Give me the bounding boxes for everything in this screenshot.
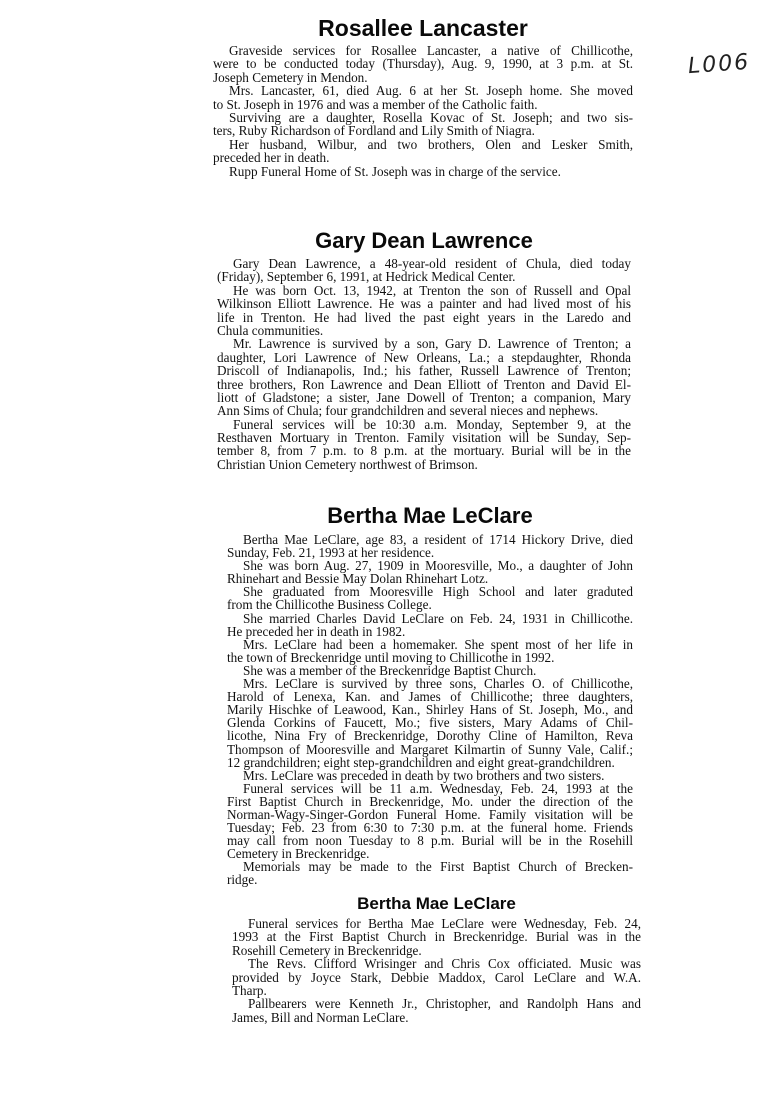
text-line: Cemetery in Breckenridge. bbox=[227, 846, 370, 862]
text-line: preceded her in death. bbox=[213, 150, 330, 166]
text-line: Driscoll of Indianapolis, Ind.; his father, Russell Lawrence of Trenton; bbox=[217, 363, 631, 379]
paragraph bbox=[227, 585, 633, 611]
text-line: She graduated from Mooresville High School and later graduted bbox=[243, 584, 633, 600]
paragraph bbox=[213, 84, 633, 111]
text-line: She married Charles David LeClare on Feb. 24, 1931 in Chillicothe. bbox=[243, 610, 633, 626]
text-line: The Revs. Clifford Wrisinger and Chris Cox officiated. Music was bbox=[248, 956, 641, 972]
obituary-body bbox=[213, 44, 633, 178]
text-line: Funeral services will be 10:30 a.m. Monday, September 9, at the bbox=[233, 416, 631, 432]
text-line: He was born Oct. 13, 1942, at Trenton the son of Russell and Opal bbox=[233, 282, 631, 298]
obituary-title: Bertha Mae LeClare bbox=[327, 503, 533, 528]
text-line: Tuesday; Feb. 23 from 6:30 to 7:30 p.m. at the funeral home. Friends bbox=[227, 820, 633, 836]
text-line: may call from noon Tuesday to 8 p.m. Burial will be in the Rosehill bbox=[227, 833, 633, 849]
paragraph bbox=[227, 559, 633, 585]
text-line: Mr. Lawrence is survived by a son, Gary D. Lawrence of Trenton; a bbox=[233, 336, 631, 352]
text-line: Surviving are a daughter, Rosella Kovac of St. Joseph; and two sis- bbox=[229, 109, 633, 125]
paragraph bbox=[227, 638, 633, 664]
obituary-body bbox=[217, 257, 631, 471]
text-line: Glenda Corkins of Faucett, Mo.; five sisters, Mary Adams of Chil- bbox=[227, 715, 633, 731]
paragraph bbox=[232, 917, 641, 957]
text-line: from the Chillicothe Business College. bbox=[227, 597, 432, 613]
obituary-body bbox=[232, 917, 641, 1024]
paragraph bbox=[232, 957, 641, 997]
text-line: 1993 at the First Baptist Church in Breckenridge. Burial was in the bbox=[232, 929, 641, 945]
text-line: Mrs. LeClare was preceded in death by two brothers and two sisters. bbox=[243, 767, 605, 783]
text-line: Marily Hischke of Leawood, Kan., Shirley Hans of St. Joseph, Mo., and bbox=[227, 702, 633, 718]
obituary-gary-dean-lawrence bbox=[217, 227, 631, 471]
paragraph bbox=[213, 138, 633, 165]
text-line: Funeral services will be 11 a.m. Wednesday, Feb. 24, 1993 at the bbox=[243, 780, 633, 796]
text-line: to St. Joseph in 1976 and was a member of the Catholic faith. bbox=[213, 96, 538, 112]
text-line: Her husband, Wilbur, and two brothers, Olen and Lesker Smith, bbox=[229, 136, 633, 152]
paragraph bbox=[213, 44, 633, 84]
paragraph bbox=[227, 533, 633, 559]
text-line: liott of Gladstone; a sister, Jane Dowell of Trenton; a companion, Mary bbox=[217, 389, 631, 405]
text-line: Rupp Funeral Home of St. Joseph was in charge of the service. bbox=[229, 163, 561, 179]
text-line: Wilkinson Elliott Lawrence. He was a painter and had lived most of his bbox=[217, 296, 631, 312]
text-line: He preceded her in death in 1982. bbox=[227, 623, 406, 639]
text-line: Tharp. bbox=[232, 982, 267, 998]
text-line: licothe, Nina Fry of Breckenridge, Dorothy Cline of Hamilton, Reva bbox=[227, 728, 633, 744]
paragraph bbox=[217, 337, 631, 417]
text-line: Sunday, Feb. 21, 1993 at her residence. bbox=[227, 545, 435, 561]
text-line: Graveside services for Rosallee Lancaster, a native of Chillicothe, bbox=[229, 43, 633, 58]
obituary-title: Bertha Mae LeClare bbox=[357, 894, 516, 913]
text-line: Memorials may be made to the First Baptist Church of Brecken- bbox=[243, 859, 633, 875]
paragraph bbox=[213, 111, 633, 138]
obituary-bertha-mae-leclare bbox=[227, 501, 633, 887]
text-line: (Friday), September 6, 1991, at Hedrick Medical Center. bbox=[217, 269, 516, 285]
text-line: Pallbearers were Kenneth Jr., Christopher, and Randolph Hans and bbox=[248, 996, 641, 1012]
handwritten-page-number: L006 bbox=[687, 49, 752, 80]
paragraph bbox=[217, 257, 631, 284]
text-line: Norman-Wagy-Singer-Gordon Funeral Home. Family visitation will be bbox=[227, 806, 633, 822]
text-line: She was a member of the Breckenridge Baptist Church. bbox=[243, 662, 537, 678]
text-line: ters, Ruby Richardson of Fordland and Lily Smith of Niagra. bbox=[213, 123, 535, 139]
paragraph bbox=[227, 860, 633, 886]
text-line: ridge. bbox=[227, 872, 258, 888]
text-line: daughter, Lori Lawrence of New Orleans, La.; a stepdaughter, Rhonda bbox=[217, 349, 631, 365]
obituary-bertha-mae-leclare-services bbox=[232, 893, 641, 1024]
paragraph bbox=[217, 418, 631, 472]
text-line: three brothers, Ron Lawrence and Dean Elliott of Trenton and David El- bbox=[217, 376, 631, 392]
paragraph bbox=[227, 769, 633, 782]
text-line: were to be conducted today (Thursday), Aug. 9, 1990, at 3 p.m. at St. bbox=[213, 56, 633, 72]
text-line: Resthaven Mortuary in Trenton. Family visitation will be Sunday, Sep- bbox=[217, 430, 631, 446]
text-line: First Baptist Church in Breckenridge, Mo. under the direction of the bbox=[227, 793, 633, 809]
paragraph bbox=[227, 782, 633, 861]
text-line: Harold of Lenexa, Kan. and James of Chillicothe; three daughters, bbox=[227, 689, 633, 705]
paragraph bbox=[217, 284, 631, 338]
obituary-body bbox=[227, 533, 633, 887]
text-line: Mrs. Lancaster, 61, died Aug. 6 at her St. Joseph home. She moved bbox=[229, 83, 633, 99]
obituary-rosallee-lancaster bbox=[213, 14, 633, 178]
text-line: provided by Joyce Stark, Debbie Maddox, Carol LeClare and W.A. bbox=[232, 969, 641, 985]
text-line: Rosehill Cemetery in Breckenridge. bbox=[232, 942, 422, 958]
text-line: life in Trenton. He had lived the past eight years in the Laredo and bbox=[217, 309, 631, 325]
text-line: Rhinehart and Bessie May Dolan Rhinehart Lotz. bbox=[227, 571, 489, 587]
text-line: Chula communities. bbox=[217, 322, 324, 338]
paragraph bbox=[232, 997, 641, 1024]
text-line: Joseph Cemetery in Mendon. bbox=[213, 69, 368, 85]
text-line: Thompson of Mooresville and Margaret Kilmartin of Sunny Vale, Calif.; bbox=[227, 741, 633, 757]
obituary-title: Gary Dean Lawrence bbox=[315, 228, 533, 253]
text-line: She was born Aug. 27, 1909 in Mooresville, Mo., a daughter of John bbox=[243, 558, 633, 574]
text-line: 12 grandchildren; eight step-grandchildren and eight great-grandchildren. bbox=[227, 754, 615, 770]
text-line: James, Bill and Norman LeClare. bbox=[232, 1009, 409, 1025]
text-line: Ann Sims of Chula; four grandchildren and several nieces and nephews. bbox=[217, 403, 599, 419]
text-line: Funeral services for Bertha Mae LeClare were Wednesday, Feb. 24, bbox=[248, 916, 641, 931]
text-line: Gary Dean Lawrence, a 48-year-old resident of Chula, died today bbox=[233, 256, 631, 271]
text-line: tember 8, from 7 p.m. to 8 p.m. at the mortuary. Burial will be in the bbox=[217, 443, 631, 459]
text-line: the town of Breckenridge until moving to Chillicothe in 1992. bbox=[227, 649, 555, 665]
text-line: Bertha Mae LeClare, age 83, a resident of 1714 Hickory Drive, died bbox=[243, 532, 633, 547]
paragraph bbox=[227, 677, 633, 769]
text-line: Christian Union Cemetery northwest of Brimson. bbox=[217, 456, 478, 472]
text-line: Mrs. LeClare is survived by three sons, Charles O. of Chillicothe, bbox=[243, 676, 633, 692]
paragraph bbox=[213, 165, 633, 178]
text-line: Mrs. LeClare had been a homemaker. She spent most of her life in bbox=[243, 636, 633, 652]
paragraph bbox=[227, 612, 633, 638]
obituary-title: Rosallee Lancaster bbox=[318, 15, 528, 41]
